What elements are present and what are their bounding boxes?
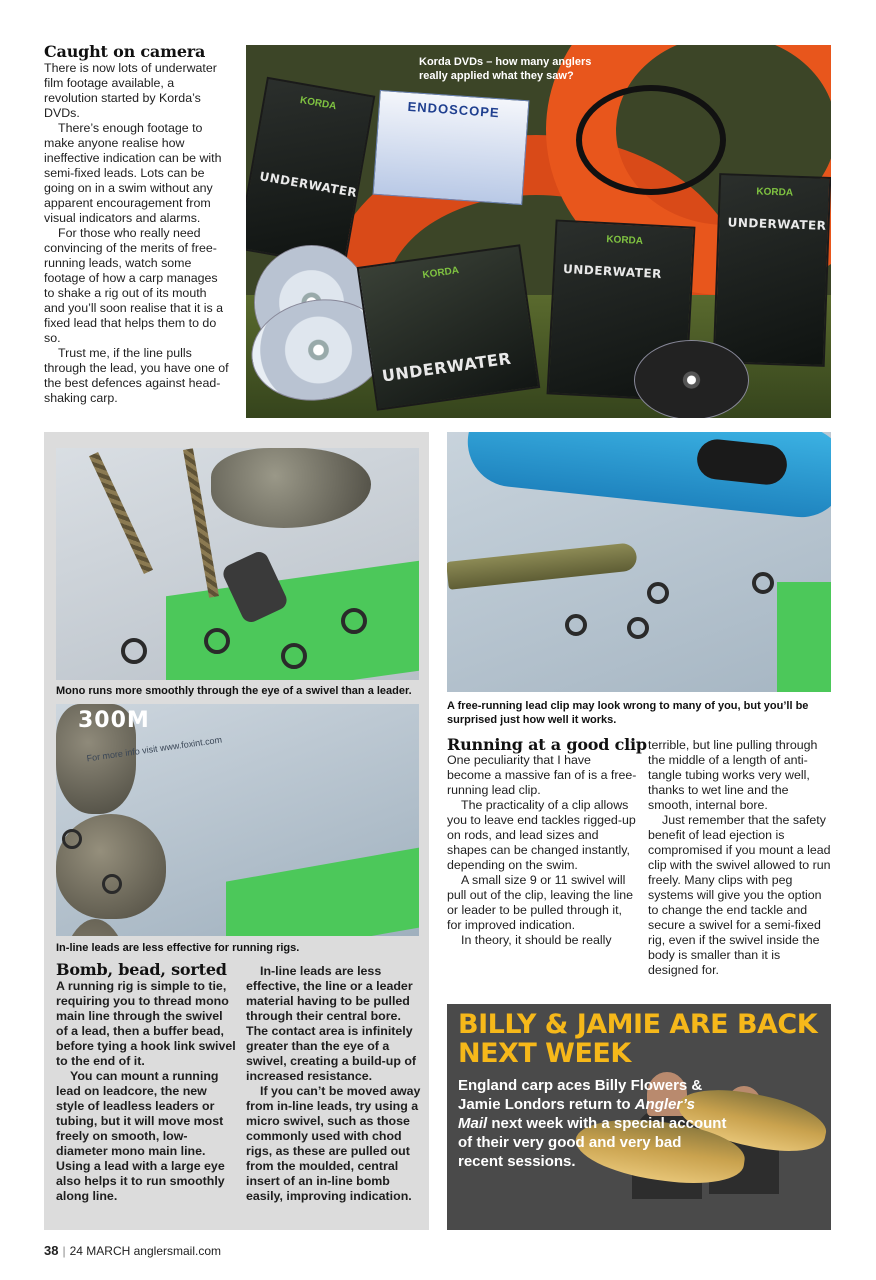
page-footer <box>44 1243 221 1258</box>
paragraph: There is now lots of underwater film footage available, a revolution started by Korda’s DVDs. <box>44 61 217 120</box>
next-week-promo <box>447 1004 831 1230</box>
dvd-case <box>357 244 541 411</box>
publication-name: Angler’s Mail <box>458 1096 696 1132</box>
promo-headline: BILLY & JAMIE ARE BACK NEXT WEEK <box>458 1009 818 1069</box>
photo-korda-dvds <box>246 45 831 418</box>
photo-lead-clip <box>447 432 831 692</box>
korda-logo: KORDA <box>606 234 644 248</box>
paragraph: There’s enough footage to make anyone realise how ineffective indication can be with semi-fixed leads. Lots can be going on in a swim without any apparent encouragement from visual indicators and alarms. <box>44 121 222 225</box>
paragraph: In-line leads are less effective, the line or a leader material having to be pulled through their central bore. The contact area is infinitely greater than the eye of a swivel, creating a build-up of increased resistance. <box>246 964 417 1083</box>
dvd-title: UNDERWATER <box>380 348 513 386</box>
running-at-a-good-clip-heading: Running at a good clip <box>447 735 647 754</box>
paragraph: If you can’t be moved away from in-line leads, try using a micro swivel, such as those commonly used with chod rigs, as these are pulled out from the moulded, central insert of an in-line bomb easily, improving indication. <box>246 1084 421 1203</box>
camera-cable <box>576 85 726 195</box>
photo-caption: In-line leads are less effective for running rigs. <box>56 942 300 954</box>
photo-caption: Mono runs more smoothly through the eye of a swivel than a leader. <box>56 685 412 697</box>
endoscope-box-label: ENDOSCOPE <box>407 98 501 121</box>
paragraph: For those who really need convincing of the merits of free-running leads, watch some footage of how a carp manages to shake a rig out of its mouth and you’ll soon realise that it is a fixed lead that helps them to do so. <box>44 226 224 345</box>
dvd-case <box>713 173 831 367</box>
korda-logo: KORDA <box>421 265 460 282</box>
bomb-bead-sorted-col2 <box>246 964 422 1204</box>
paragraph: A running rig is simple to tie, requiring you to thread mono main line through the swivel of a lead, then a buffer bead, before tying a hook link swivel to the end of it. <box>56 979 236 1068</box>
swivel <box>121 638 147 664</box>
photo-swivels-leads <box>56 448 419 680</box>
running-at-a-good-clip-col2 <box>648 738 832 978</box>
endoscope-box <box>373 90 530 205</box>
paragraph: The practicality of a clip allows you to leave end tackles rigged-up on rods, and lead sizes and shapes can be changed instantly, depending on the swim. <box>447 798 636 872</box>
footer-site: anglersmail.com <box>133 1244 221 1258</box>
promo-body-text: England carp aces Billy Flowers & Jamie Londors return to <box>458 1077 703 1113</box>
braided-leader <box>89 452 153 574</box>
paragraph: One peculiarity that I have become a massive fan of is a free-running lead clip. <box>447 753 637 797</box>
footer-date: 24 MARCH <box>69 1244 131 1258</box>
paragraph: Just remember that the safety benefit of lead ejection is compromised if you mount a lead clip with the swivel allowed to run freely. Many clips with peg systems will give you the option to change the end tackle and secure a swivel for a semi-fixed rig, even if the swivel inside the body is smaller than it is designed for. <box>648 813 831 977</box>
swivel <box>204 628 230 654</box>
dvd-title: UNDERWATER <box>258 169 359 201</box>
bomb-bead-sorted-col1 <box>56 979 236 1204</box>
dvd-disc <box>634 340 749 418</box>
swivel <box>752 572 774 594</box>
paragraph: In theory, it should be really <box>461 933 612 947</box>
photo-inline-leads <box>56 704 419 936</box>
paragraph: You can mount a running lead on leadcore, the new style of leadless leaders or tubing, but it will move most freely on smooth, low-diameter mono main line. Using a lead with a large eye also helps it to run smoothly along line. <box>56 1069 225 1203</box>
promo-body-text: next week with a special account of their very good and very bad recent sessions. <box>458 1115 727 1170</box>
page-number: 38 <box>44 1243 59 1258</box>
inline-lead <box>56 919 134 936</box>
swivel <box>647 582 669 604</box>
running-at-a-good-clip-col1 <box>447 753 637 948</box>
dvd-title: UNDERWATER <box>727 215 827 233</box>
swivel <box>62 829 82 849</box>
paragraph: Trust me, if the line pulls through the lead, you have one of the best defences against head-shaking carp. <box>44 346 229 405</box>
korda-logo: KORDA <box>299 94 338 113</box>
korda-logo: KORDA <box>756 186 794 199</box>
swivel <box>281 643 307 669</box>
green-tray <box>777 582 831 692</box>
swivel <box>102 874 122 894</box>
green-tray <box>226 846 419 936</box>
caught-on-camera-text <box>44 61 229 406</box>
caught-on-camera-heading: Caught on camera <box>44 42 206 61</box>
swivel <box>565 614 587 636</box>
spool-subtext: For more info visit www.foxint.com <box>85 734 223 764</box>
paragraph: terrible, but line pulling through the middle of a length of anti-tangle tubing works very well, thanks to wet line and the smooth, internal bore. <box>648 738 818 812</box>
spool-label: 300M <box>78 708 150 733</box>
swivel <box>627 617 649 639</box>
promo-body <box>458 1076 728 1171</box>
bomb-bead-sorted-heading: Bomb, bead, sorted <box>56 960 227 979</box>
photo-caption: Korda DVDs – how many anglers really applied what they saw? <box>419 56 592 82</box>
swivel <box>341 608 367 634</box>
lead-clip <box>447 542 638 590</box>
paragraph: A small size 9 or 11 swivel will pull out of the clip, leaving the line or leader to be pulled through it, for improved indication. <box>447 873 633 932</box>
footer-separator: | <box>62 1244 66 1258</box>
lead-weight <box>211 448 371 528</box>
photo-caption: A free-running lead clip may look wrong to many of you, but you’ll be surprised just how well it works. <box>447 700 809 726</box>
dvd-title: UNDERWATER <box>562 261 663 282</box>
